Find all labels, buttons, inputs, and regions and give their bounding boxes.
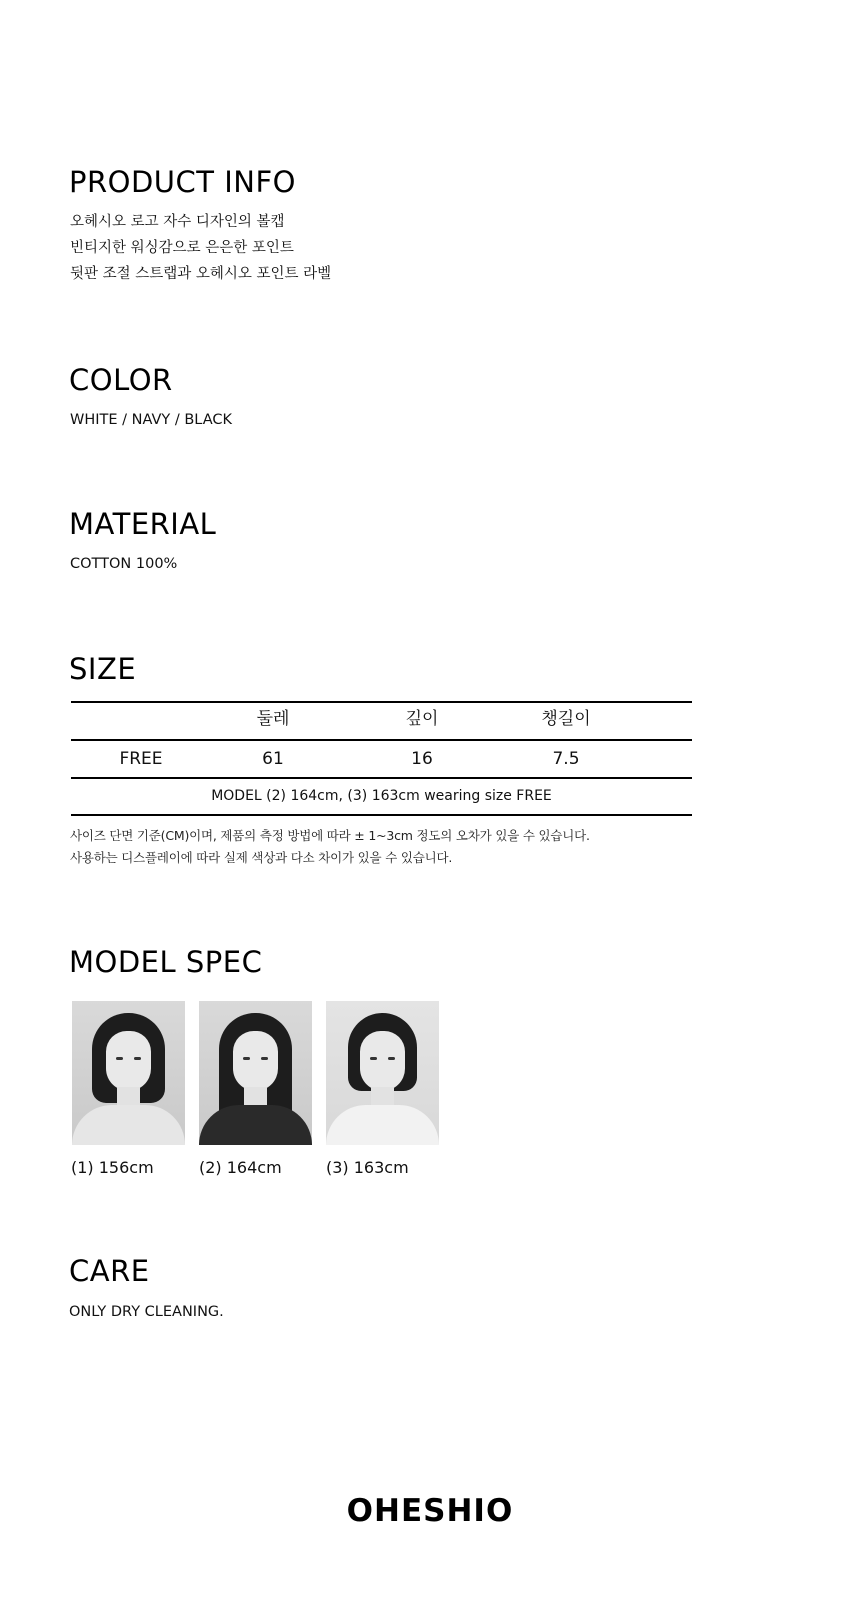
size-cell: 16 [411,749,433,769]
model-photo [72,1001,185,1145]
size-header-cell: 챙길이 [541,709,591,729]
size-cell: 7.5 [552,749,580,769]
product-info-line: 뒷판 조절 스트랩과 오헤시오 포인트 라벨 [70,266,332,282]
table-rule [71,814,692,816]
color-title: COLOR [69,363,173,397]
size-note: 사이즈 단면 기준(CM)이며, 제품의 측정 방법에 따라 ± 1~3cm 정도의 오차가 있을 수 있습니다. [70,828,590,843]
model-photo [326,1001,439,1145]
table-rule [71,701,692,703]
product-info-title: PRODUCT INFO [69,165,296,199]
size-header-cell: 둘레 [256,709,290,729]
model-wearing-note: MODEL (2) 164cm, (3) 163cm wearing size FREE [211,788,552,804]
brand-logo: OHESHIO [346,1493,514,1529]
size-title: SIZE [69,652,137,686]
size-cell: 61 [262,749,284,769]
model-caption: (3) 163cm [326,1158,409,1177]
model-photo [199,1001,312,1145]
size-note: 사용하는 디스플레이에 따라 실제 색상과 다소 차이가 있을 수 있습니다. [70,850,453,865]
material-value: COTTON 100% [70,556,178,572]
model-spec-title: MODEL SPEC [69,945,263,979]
model-caption: (2) 164cm [199,1158,282,1177]
color-value: WHITE / NAVY / BLACK [70,412,233,428]
table-rule [71,777,692,779]
care-title: CARE [69,1254,150,1288]
product-info-line: 오헤시오 로고 자수 디자인의 볼캡 [70,214,285,230]
size-header-cell: 깊이 [405,709,439,729]
table-rule [71,739,692,741]
size-cell: FREE [119,749,163,769]
care-value: ONLY DRY CLEANING. [69,1304,224,1320]
product-info-line: 빈티지한 워싱감으로 은은한 포인트 [70,240,294,256]
model-caption: (1) 156cm [71,1158,154,1177]
material-title: MATERIAL [69,507,217,541]
